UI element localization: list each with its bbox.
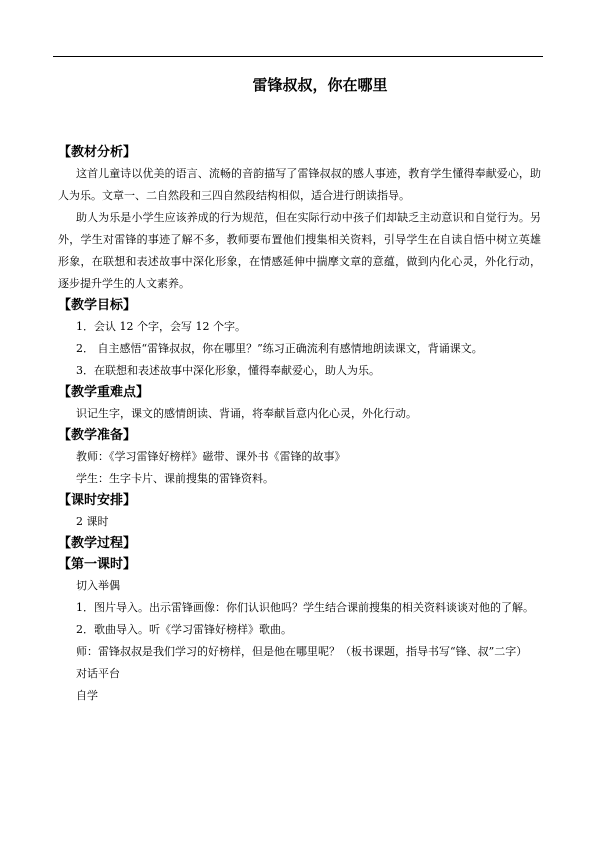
analysis-heading: 【教材分析】: [58, 145, 137, 160]
process-heading: 【教学过程】: [58, 536, 137, 551]
goals-heading: 【教学目标】: [58, 298, 137, 313]
preparation-heading: 【教学准备】: [58, 428, 137, 443]
document-body: [58, 142, 541, 707]
schedule-heading: 【课时安排】: [58, 493, 137, 508]
analysis-paragraph-2: 助人为乐是小学生应该养成的行为规范，但在实际行动中孩子们却缺乏主动意识和自觉行为。另外，学生对雷锋的事迹了解不多，教师要布置他们搜集相关资料，引导学生在自读自悟中树立英雄形象，在联想和表述故事中深化形象，在情感延伸中揣摩文章的意蕴，做到内化心灵，外化行动，逐步提升学生的人文素养。: [58, 211, 541, 290]
goal-item-3: 3．在联想和表述故事中深化形象，懂得奉献爱心，助人为乐。: [76, 364, 380, 377]
lesson1-item-1: 1．图片导入。出示雷锋画像：你们认识他吗？学生结合课前搜集的相关资料谈谈对他的了解。: [76, 601, 534, 614]
lesson1-step-selfstudy: 自学: [76, 689, 98, 702]
preparation-teacher: 教师：《学习雷锋好榜样》磁带、课外书《雷锋的故事》: [76, 450, 346, 463]
schedule-paragraph: 2 课时: [76, 515, 109, 528]
lesson1-step-dialogue: 对话平台: [76, 667, 120, 680]
goal-item-1: 1．会认 12 个字，会写 12 个字。: [76, 320, 246, 333]
key-points-paragraph: 识记生字，课文的感情朗读、背诵，将奉献旨意内化心灵，外化行动。: [76, 407, 417, 420]
analysis-paragraph-1: 这首儿童诗以优美的语言、流畅的音韵描写了雷锋叔叔的感人事迹，教育学生懂得奉献爱心，助人为乐。文章一、二自然段和三四自然段结构相似，适合进行朗读指导。: [58, 167, 541, 202]
preparation-student: 学生：生字卡片、课前搜集的雷锋资料。: [76, 472, 274, 485]
lesson1-step-intro: 切入举偶: [76, 579, 120, 592]
goal-item-2: 2． 自主感悟“雷锋叔叔，你在哪里？”练习正确流利有感情地朗读课文，背诵课文。: [76, 342, 483, 355]
lesson1-item-2: 2．歌曲导入。听《学习雷锋好榜样》歌曲。: [76, 623, 292, 636]
key-points-heading: 【教学重难点】: [58, 385, 150, 400]
lesson1-teacher-line: 师：雷锋叔叔是我们学习的好榜样，但是他在哪里呢？（板书课题，指导书写“锋、叔”二字）: [76, 645, 528, 658]
page-title: 雷锋叔叔，你在哪里: [252, 76, 388, 94]
lesson1-heading: 【第一课时】: [58, 557, 137, 572]
header-rule: [53, 56, 543, 57]
